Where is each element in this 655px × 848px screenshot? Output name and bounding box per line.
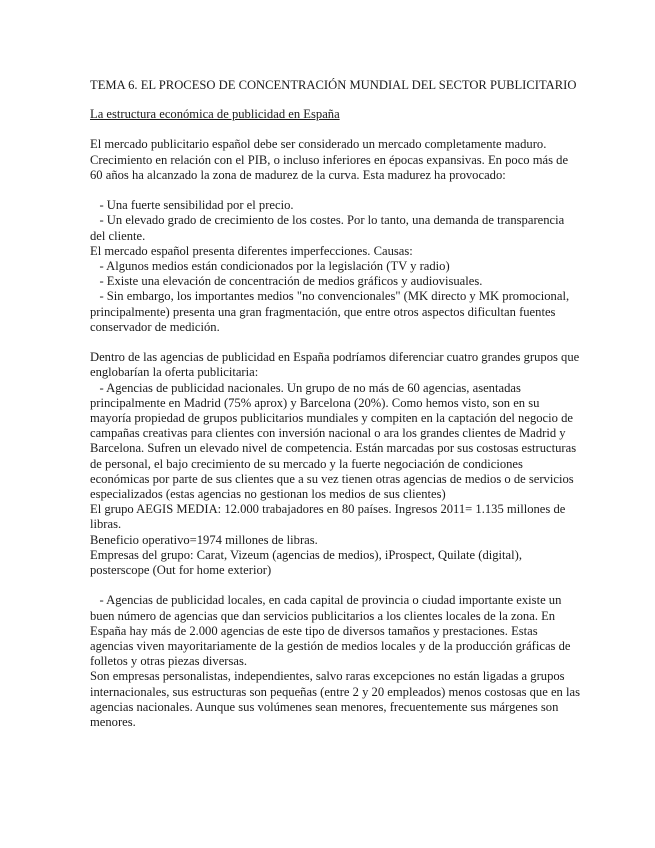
body-paragraph: - Agencias de publicidad locales, en cada capital de provincia o ciudad importante existe un buen número de agencias que dan servicios publicitarios a los clientes locales de la zona. En España hay más de 2.000 agencias de este tipo de diversos tamaños y prestaciones. Estas agencias viven mayoritariamente de la gestión de medios locales y de la producción gráficas de folletos y otras piezas diversas. bbox=[90, 593, 571, 669]
body-paragraph: Beneficio operativo=1974 millones de libras. bbox=[90, 532, 318, 547]
body-paragraph: El grupo AEGIS MEDIA: 12.000 trabajadores en 80 países. Ingresos 2011= 1.135 millones de libras. bbox=[90, 502, 566, 532]
body-paragraph: Empresas del grupo: Carat, Vizeum (agencias de medios), iProspect, Quilate (digital), posterscope (Out for home exterior) bbox=[90, 547, 522, 578]
body-paragraph: - Existe una elevación de concentración de medios gráficos y audiovisuales. bbox=[99, 274, 483, 289]
paragraph-spacer bbox=[90, 183, 580, 198]
body-paragraph: - Agencias de publicidad nacionales. Un grupo de no más de 60 agencias, asentadas principalmente en Madrid (75% aprox) y Barcelona (20%). Como hemos visto, son en su mayoría propiedad de grupos publicitarios mundiales y compiten en la captación del negocio de campañas creativas para clientes con inversión nacional o ara los grandes clientes de Madrid y Barcelona. Sufren un elevado nivel de competencia. Están marcadas por sus costosas estructuras de personal, el bajo crecimiento de su mercado y la fuerte negociación de condiciones económicas por parte de sus clientes que a su vez tienen otras agencias de medios o de servicios especializados (estas agencias no gestionan los medios de sus clientes) bbox=[90, 380, 577, 502]
body-paragraph: - Un elevado grado de crecimiento de los costes. Por lo tanto, una demanda de transparencia del cliente. bbox=[90, 213, 565, 243]
body-paragraph: - Algunos medios están condicionados por la legislación (TV y radio) bbox=[99, 259, 450, 274]
section-subheading: La estructura económica de publicidad en España bbox=[90, 107, 340, 122]
body-paragraph: El mercado publicitario español debe ser considerado un mercado completamente maduro. Crecimiento en relación con el PIB, o incluso inferiores en épocas expansivas. En poco más de 60 años ha alcanzado la zona de madurez de la curva. Esta madurez ha provocado: bbox=[90, 137, 569, 182]
paragraph-spacer bbox=[90, 578, 580, 593]
body-paragraph: El mercado español presenta diferentes imperfecciones. Causas: bbox=[90, 243, 413, 258]
document-title: TEMA 6. EL PROCESO DE CONCENTRACIÓN MUNDIAL DEL SECTOR PUBLICITARIO bbox=[90, 78, 577, 92]
body-paragraph: Dentro de las agencias de publicidad en España podríamos diferenciar cuatro grandes grupos que englobarían la oferta publicitaria: bbox=[90, 350, 580, 380]
body-paragraph: - Una fuerte sensibilidad por el precio. bbox=[99, 198, 294, 213]
paragraph-spacer bbox=[90, 335, 580, 350]
body-paragraph: Son empresas personalistas, independientes, salvo raras excepciones no están ligadas a grupos internacionales, sus estructuras son pequeñas (entre 2 y 20 empleados) menos costosas que en las agencias nacionales. Aunque sus volúmenes sean menores, frecuentemente sus márgenes son menores. bbox=[90, 669, 580, 730]
document-body bbox=[90, 137, 580, 730]
body-paragraph: - Sin embargo, los importantes medios "no convencionales" (MK directo y MK promocional, principalmente) presenta una gran fragmentación, que entre otros aspectos dificultan fuentes conservador de medición. bbox=[90, 289, 570, 334]
document-page bbox=[90, 78, 580, 730]
